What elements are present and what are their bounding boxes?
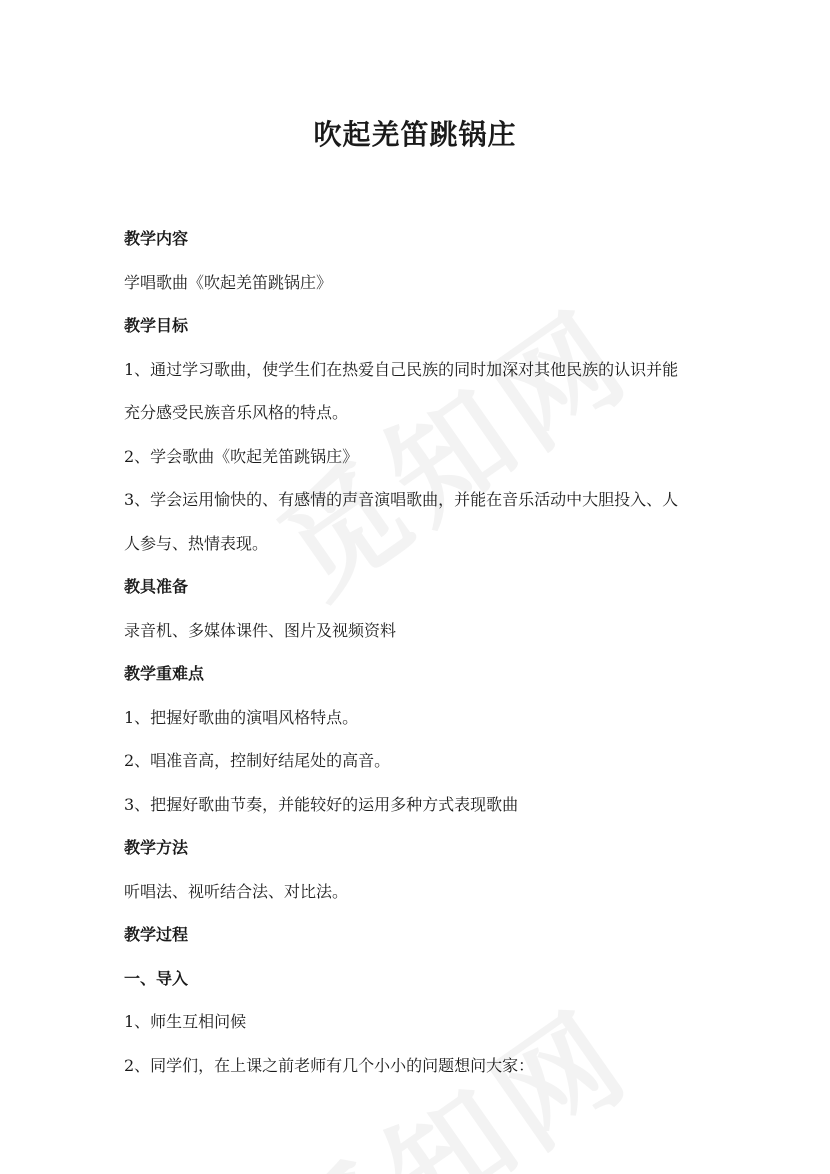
paragraph-line: 录音机、多媒体课件、图片及视频资料 — [124, 620, 397, 640]
section-heading-process: 教学过程 — [124, 925, 189, 944]
paragraph-line: 2、学会歌曲《吹起羌笛跳锅庄》 — [124, 446, 359, 466]
paragraph-line: 1、通过学习歌曲，使学生们在热爱自己民族的同时加深对其他民族的认识并能 — [124, 359, 679, 379]
paragraph-line: 学唱歌曲《吹起羌笛跳锅庄》 — [124, 272, 333, 292]
paragraph-line: 2、唱准音高，控制好结尾处的高音。 — [124, 751, 391, 770]
document-title: 吹起羌笛跳锅庄 — [313, 118, 517, 151]
paragraph-line: 1、把握好歌曲的演唱风格特点。 — [124, 707, 359, 727]
paragraph-line: 2、同学们，在上课之前老师有几个小小的问题想问大家： — [124, 1055, 535, 1075]
section-heading-objectives: 教学目标 — [124, 316, 189, 335]
paragraph-line: 听唱法、视听结合法、对比法。 — [124, 881, 349, 901]
paragraph-line: 3、学会运用愉快的、有感情的声音演唱歌曲，并能在音乐活动中大胆投入、人 — [124, 490, 679, 509]
subsection-heading-intro: 一、导入 — [124, 968, 189, 988]
section-heading-key-points: 教学重难点 — [124, 664, 205, 683]
section-heading-content: 教学内容 — [124, 229, 189, 248]
paragraph-line: 1、师生互相问候 — [124, 1012, 247, 1031]
section-heading-methods: 教学方法 — [124, 838, 189, 857]
paragraph-line: 3、把握好歌曲节奏，并能较好的运用多种方式表现歌曲 — [124, 794, 519, 814]
document-body — [124, 217, 724, 1087]
section-heading-materials: 教具准备 — [124, 577, 189, 596]
paragraph-line: 人参与、热情表现。 — [124, 533, 269, 553]
paragraph-line: 充分感受民族音乐风格的特点。 — [124, 403, 349, 422]
